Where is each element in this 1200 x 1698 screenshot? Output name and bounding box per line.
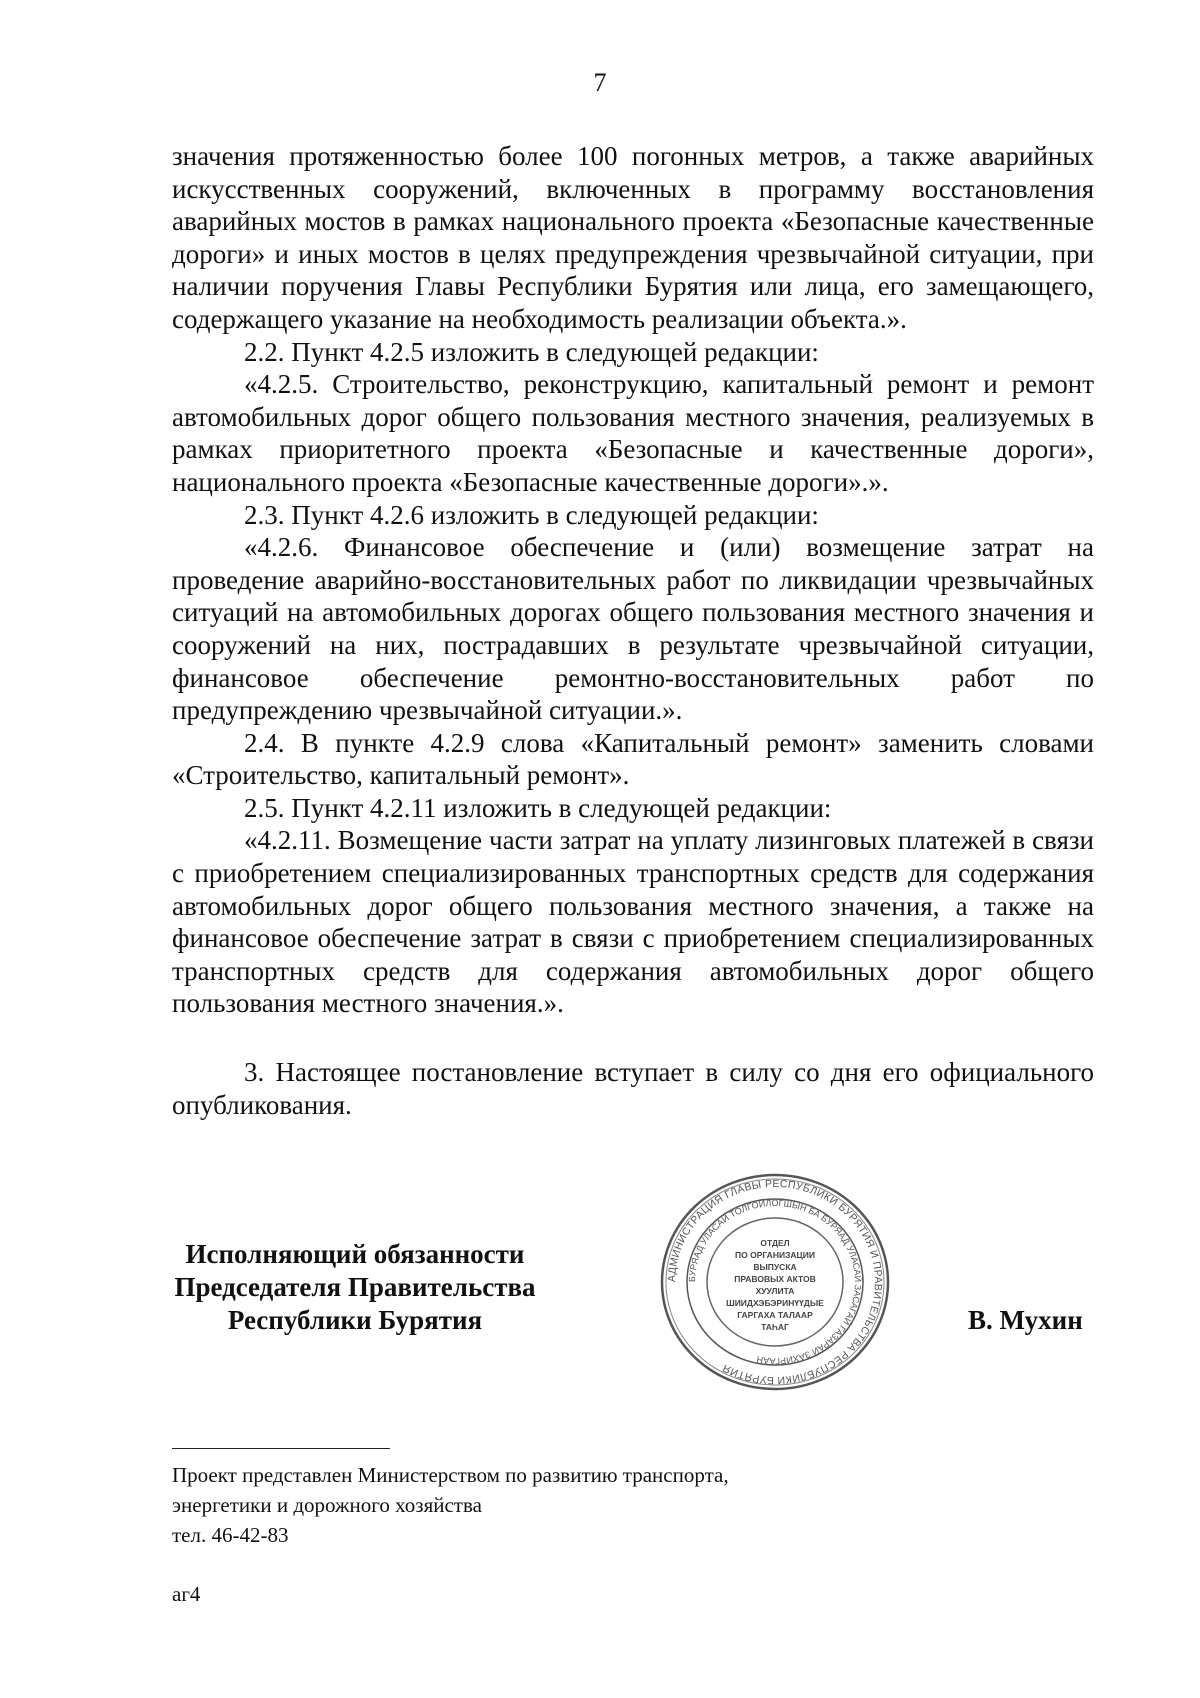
stamp-inner-text: БУРЯАД УЛАСАЙ ТОЛГОЙЛОГШЫН БА БУРЯАД УЛАСАЙ ЗАСАГАЙ ГАЗАРАЙ ЗАХИРГААН [686,1197,864,1367]
document-code: аг4 [172,1582,201,1606]
official-stamp [645,1172,905,1392]
paragraph: 2.2. Пункт 4.2.5 изложить в следующей редакции: [244,336,819,367]
signatory-title-line: Республики Бурятия [227,1305,483,1335]
paragraph: «4.2.6. Финансовое обеспечение и (или) возмещение затрат на проведение аварийно-восстановительных работ по ликвидации чрезвычайных ситуаций на автомобильных дорогах общего пользования местного значения и сооружений на них, пострадавших в результате чрезвычайной ситуации, финансовое обеспечение ремонтно-восстановительных работ по предупреждению чрезвычайной ситуации.». [172,532,1094,726]
stamp-center-line: ОТДЕЛ [760,1238,790,1248]
paragraph: 2.4. В пункте 4.2.9 слова «Капитальный ремонт» заменить словами «Строительство, капитальный ремонт». [172,727,1094,791]
paragraph: значения протяженностью более 100 погонных метров, а также аварийных искусственных сооружений, включенных в программу восстановления аварийных мостов в рамках национального проекта «Безопасные качественные дороги» и иных мостов в целях предупреждения чрезвычайной ситуации, при наличии поручения Главы Республики Бурятия или лица, его замещающего, содержащего указание на необходимость реализации объекта.». [172,141,1094,334]
stamp-center-line: ШИИДХЭБЭРИНҮҮДЫЕ [726,1298,824,1308]
page-number: 7 [593,68,607,97]
paragraph: «4.2.5. Строительство, реконструкцию, капитальный ремонт и ремонт автомобильных дорог общего пользования местного значения, реализуемых в рамках приоритетного проекта «Безопасные и качественные дороги», национального проекта «Безопасные качественные дороги».». [172,369,1094,497]
footnote [172,1460,729,1550]
footnote-divider [172,1448,390,1449]
paragraph: 2.3. Пункт 4.2.6 изложить в следующей редакции: [244,499,819,530]
document-body [172,140,1094,1121]
stamp-center-line: ХУУЛИТА [755,1286,795,1296]
signatory-title [140,1238,570,1337]
stamp-center-line: ПО ОРГАНИЗАЦИИ [735,1250,815,1260]
stamp-outer-text: АДМИНИСТРАЦИЯ ГЛАВЫ РЕСПУБЛИКИ БУРЯТИЯ И ПРАВИТЕЛЬСТВА РЕСПУБЛИКИ БУРЯТИЯ [665,1177,885,1387]
footnote-line: энергетики и дорожного хозяйства [172,1493,482,1517]
footnote-line: тел. 46-42-83 [172,1523,289,1547]
stamp-center-line: ПРАВОВЫХ АКТОВ [734,1274,816,1284]
stamp-center-line: ВЫПУСКА [753,1262,797,1272]
signatory-title-line: Председателя Правительства [174,1272,536,1302]
paragraph: 3. Настоящее постановление вступает в силу со дня его официального опубликования. [172,1057,1094,1120]
stamp-center-line: ГАРГАХА ТАЛААР [737,1310,813,1320]
signatory-title-line: Исполняющий обязанности [185,1239,525,1269]
paragraph: 2.5. Пункт 4.2.11 изложить в следующей редакции: [244,792,832,823]
paragraph: «4.2.11. Возмещение части затрат на уплату лизинговых платежей в связи с приобретением специализированных транспортных средств для содержания автомобильных дорог общего пользования местного значения, а также на финансовое обеспечение затрат в связи с приобретением специализированных транспортных средств для содержания автомобильных дорог общего пользования местного значения.». [172,825,1094,1019]
signatory-name: В. Мухин [968,1305,1083,1335]
footnote-line: Проект представлен Министерством по развитию транспорта, [172,1463,729,1487]
stamp-center-line: ТАҺАГ [761,1322,789,1332]
